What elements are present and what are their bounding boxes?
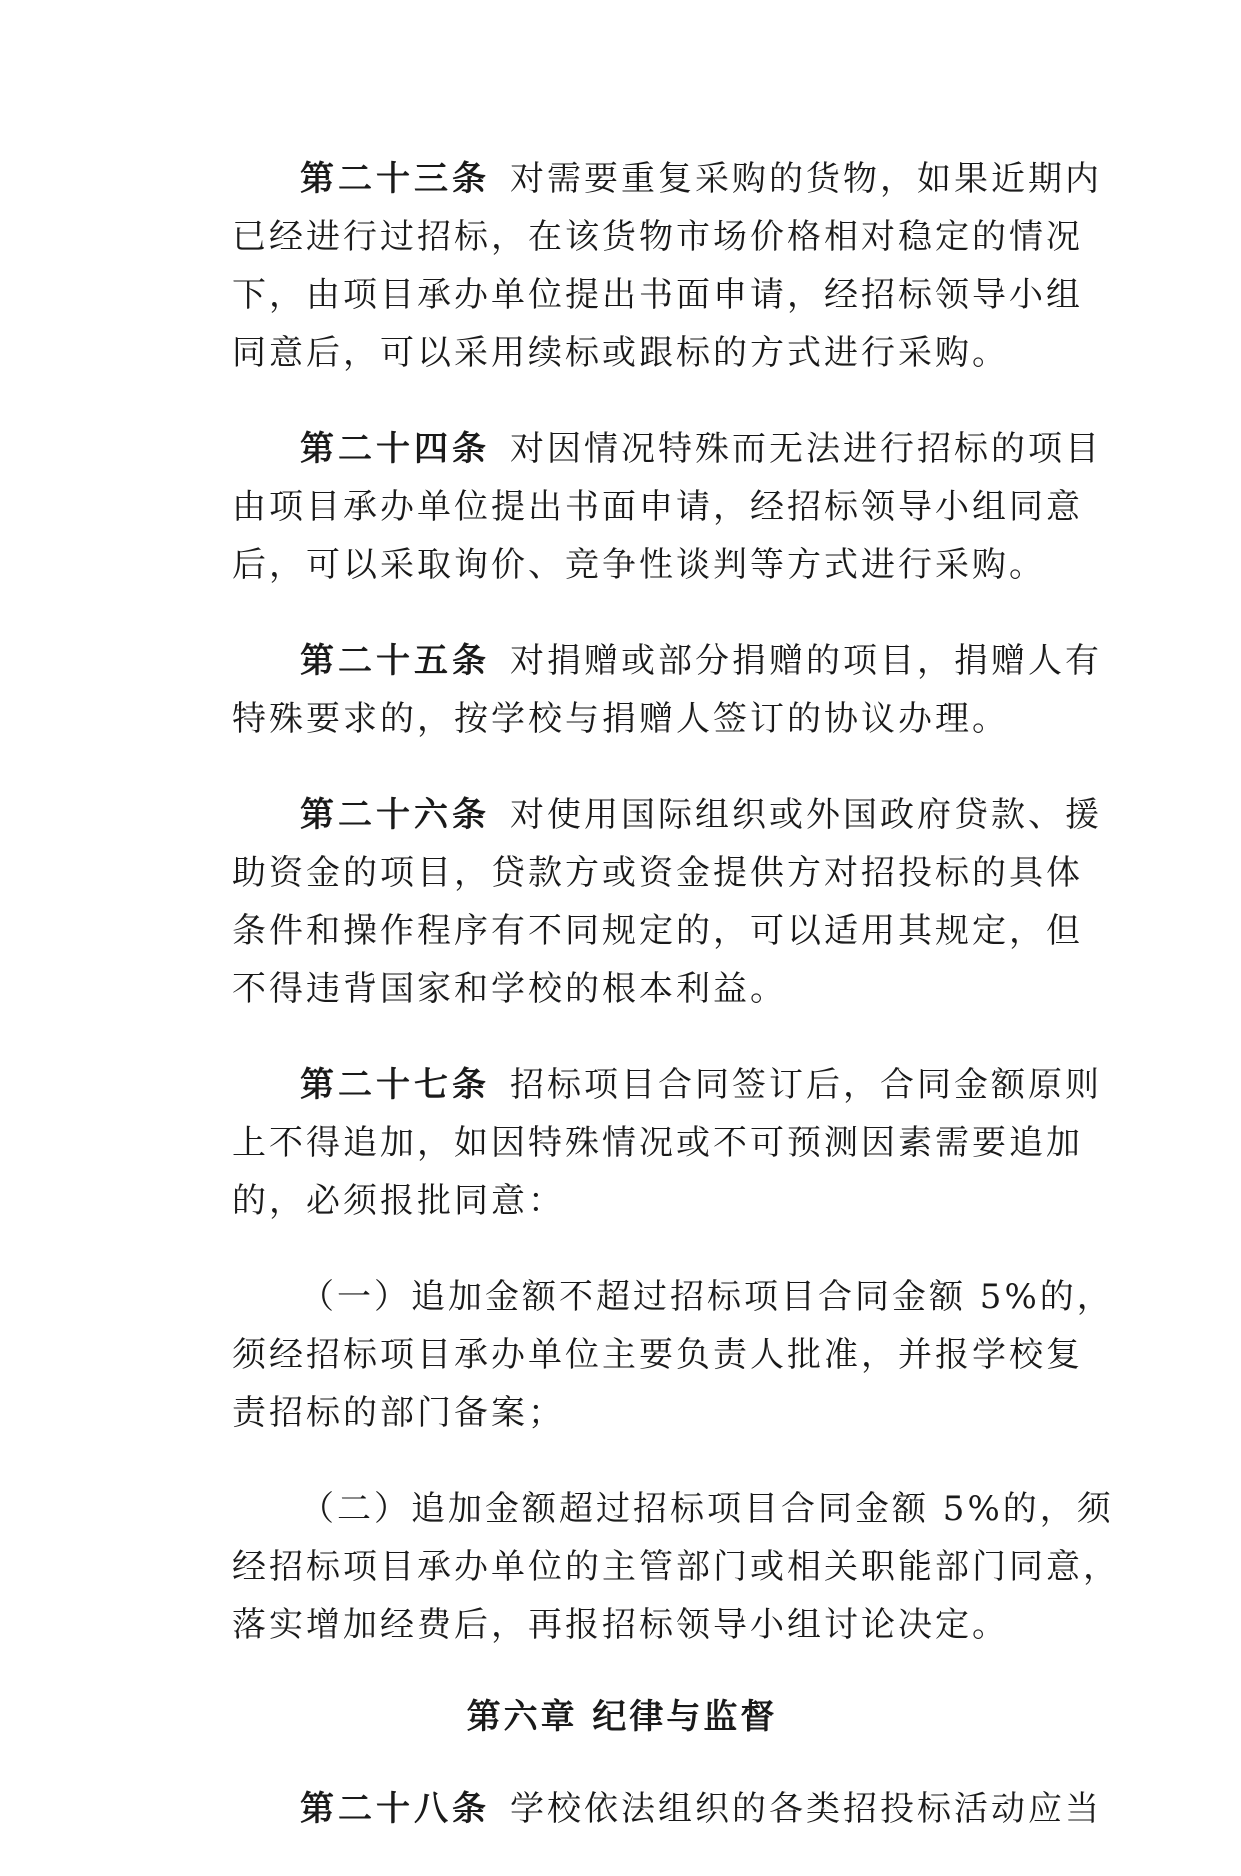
article-text: 对需要重复采购的货物，如果近期内: [510, 159, 1102, 199]
article-text: 条件和操作程序有不同规定的，可以适用其规定，但: [232, 911, 1083, 951]
article-text: 的，必须报批同意：: [232, 1181, 565, 1221]
article-26: [232, 786, 1102, 1018]
item-text: 落实增加经费后，再报招标领导小组讨论决定。: [232, 1605, 1009, 1645]
article-label: 第二十八条: [300, 1789, 490, 1829]
document-page: [232, 150, 1120, 1876]
item-text: 须经招标项目承办单位主要负责人批准，并报学校复: [232, 1335, 1083, 1375]
article-text: 对使用国际组织或外国政府贷款、援: [510, 795, 1102, 835]
article-label: 第二十三条: [300, 159, 490, 199]
article-text: 招标项目合同签订后，合同金额原则: [510, 1065, 1102, 1105]
article-text: 后，可以采取询价、竞争性谈判等方式进行采购。: [232, 545, 1046, 585]
article-text: 助资金的项目，贷款方或资金提供方对招投标的具体: [232, 853, 1083, 893]
article-text: 由项目承办单位提出书面申请，经招标领导小组同意: [232, 487, 1083, 527]
article-27: [232, 1056, 1102, 1230]
article-text: 学校依法组织的各类招投标活动应当: [510, 1789, 1102, 1829]
article-28: [232, 1780, 1102, 1838]
article-text: 同意后，可以采用续标或跟标的方式进行采购。: [232, 333, 1009, 373]
article-text: 特殊要求的，按学校与捐赠人签订的协议办理。: [232, 699, 1009, 739]
item-1: [232, 1268, 1114, 1442]
article-label: 第二十四条: [300, 429, 490, 469]
article-text: 下，由项目承办单位提出书面申请，经招标领导小组: [232, 275, 1083, 315]
item-2: [232, 1480, 1120, 1654]
article-label: 第二十七条: [300, 1065, 490, 1105]
article-label: 第二十五条: [300, 641, 490, 681]
article-25: [232, 632, 1102, 748]
article-24: [232, 420, 1102, 594]
item-text: 责招标的部门备案；: [232, 1393, 565, 1433]
item-text: （一）追加金额不超过招标项目合同金额 5%的，: [300, 1277, 1114, 1317]
article-text: 对因情况特殊而无法进行招标的项目: [510, 429, 1102, 469]
article-text: 不得违背国家和学校的根本利益。: [232, 969, 787, 1009]
item-text: （二）追加金额超过招标项目合同金额 5%的，须: [300, 1489, 1114, 1529]
article-label: 第二十六条: [300, 795, 490, 835]
article-text: 对捐赠或部分捐赠的项目，捐赠人有: [510, 641, 1102, 681]
article-text: 已经进行过招标，在该货物市场价格相对稳定的情况: [232, 217, 1083, 257]
article-23: [232, 150, 1102, 382]
item-text: 经招标项目承办单位的主管部门或相关职能部门同意，: [232, 1547, 1120, 1587]
article-text: 上不得追加，如因特殊情况或不可预测因素需要追加: [232, 1123, 1083, 1163]
chapter-heading: 第六章 纪律与监督: [466, 1697, 778, 1737]
